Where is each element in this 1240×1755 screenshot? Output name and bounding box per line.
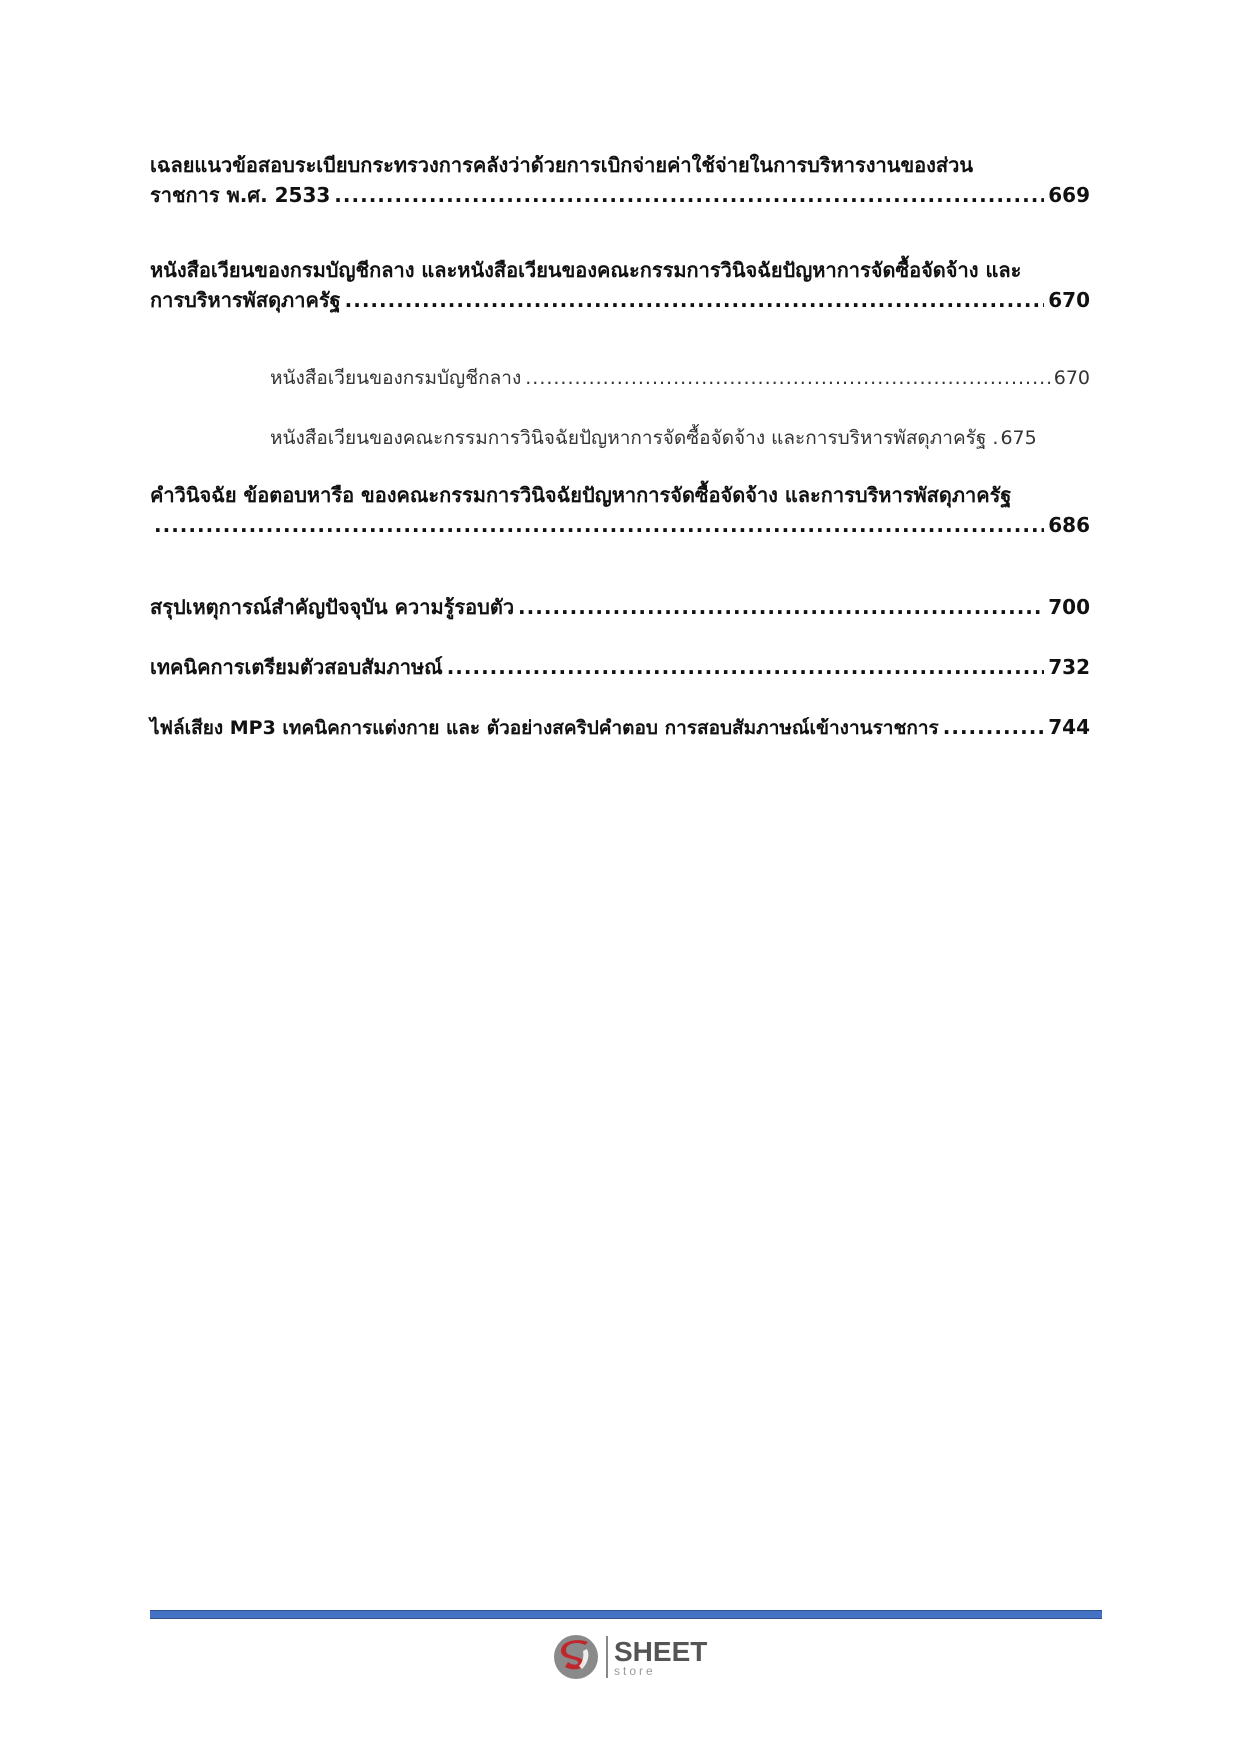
toc-entry-title: หนังสือเวียนของกรมบัญชีกลาง (270, 367, 522, 389)
toc-entry-page-number: 686 (1048, 513, 1090, 537)
toc-entry-leader-line (150, 652, 1090, 682)
toc-entry-title-line2: ราชการ พ.ศ. 2533 (150, 183, 331, 207)
logo-word: SHEET (614, 1635, 708, 1667)
dot-leader (525, 363, 1050, 393)
toc-entry-leader-line (150, 285, 1090, 315)
toc-entry-regulation-answers[interactable] (150, 150, 1090, 210)
dot-leader (334, 180, 1044, 210)
logo-subword: store (614, 1663, 656, 1678)
toc-entry-title-line1: คำวินิจฉัย ข้อตอบหารือ ของคณะกรรมการวินิจฉัยปัญหาการจัดซื้อจัดจ้าง และการบริหารพัสดุภาครัฐ (150, 483, 1012, 507)
toc-entry-circulars[interactable] (150, 255, 1090, 315)
dot-leader (154, 510, 1044, 540)
toc-entry-title: หนังสือเวียนของคณะกรรมการวินิจฉัยปัญหาการจัดซื้อจัดจ้าง และการบริหารพัสดุภาครัฐ . (270, 427, 999, 449)
logo-separator (606, 1636, 608, 1678)
toc-entry-leader-line (150, 510, 1090, 540)
toc-entry-page-number: 670 (1053, 367, 1090, 389)
toc-entry-title-line1: เฉลยแนวข้อสอบระเบียบกระทรวงการคลังว่าด้วยการเบิกจ่ายค่าใช้จ่ายในการบริหารงานของส่วน (150, 153, 973, 177)
logo-wordmark (614, 1635, 708, 1678)
toc-entry-page-number: 669 (1048, 183, 1090, 207)
toc-entry-page-number: 675 (1000, 427, 1037, 449)
toc-entry-leader-line (150, 180, 1090, 210)
toc-entry-leader-line (270, 423, 1090, 453)
toc-entry-mp3-interview[interactable] (150, 712, 1090, 742)
sheet-store-logo-icon (552, 1633, 600, 1681)
toc-entry-leader-line (150, 592, 1090, 622)
footer-divider (150, 1610, 1102, 1619)
toc-entry-page-number: 670 (1048, 288, 1090, 312)
dot-leader (518, 592, 1044, 622)
toc-entry-title-line1: หนังสือเวียนของกรมบัญชีกลาง และหนังสือเวียนของคณะกรรมการวินิจฉัยปัญหาการจัดซื้อจัดจ้าง และ (150, 258, 1022, 282)
toc-subentry-committee-circulars[interactable] (150, 423, 1090, 453)
toc-entry-title: ไฟล์เสียง MP3 เทคนิคการแต่งกาย และ ตัวอย่างสคริปคำตอบ การสอบสัมภาษณ์เข้างานราชการ (150, 717, 939, 739)
toc-entry-leader-line (150, 712, 1090, 742)
dot-leader (447, 652, 1045, 682)
toc-entry-leader-line (270, 363, 1090, 393)
dot-leader (943, 712, 1044, 742)
toc-entry-current-events[interactable] (150, 592, 1090, 622)
toc-entry-page-number: 732 (1048, 655, 1090, 679)
toc-subentry-comptroller-circulars[interactable] (150, 363, 1090, 393)
toc-entry-page-number: 744 (1048, 715, 1090, 739)
toc-entry-page-number: 700 (1048, 595, 1090, 619)
toc-entry-interview-prep[interactable] (150, 652, 1090, 682)
dot-leader (345, 285, 1045, 315)
toc-entry-title: เทคนิคการเตรียมตัวสอบสัมภาษณ์ (150, 655, 443, 679)
toc-entry-title: สรุปเหตุการณ์สำคัญปัจจุบัน ความรู้รอบตัว (150, 595, 515, 619)
toc-entry-rulings[interactable] (150, 480, 1090, 540)
sheet-store-logo (552, 1631, 722, 1683)
toc-entry-title-line2: การบริหารพัสดุภาครัฐ (150, 288, 341, 312)
